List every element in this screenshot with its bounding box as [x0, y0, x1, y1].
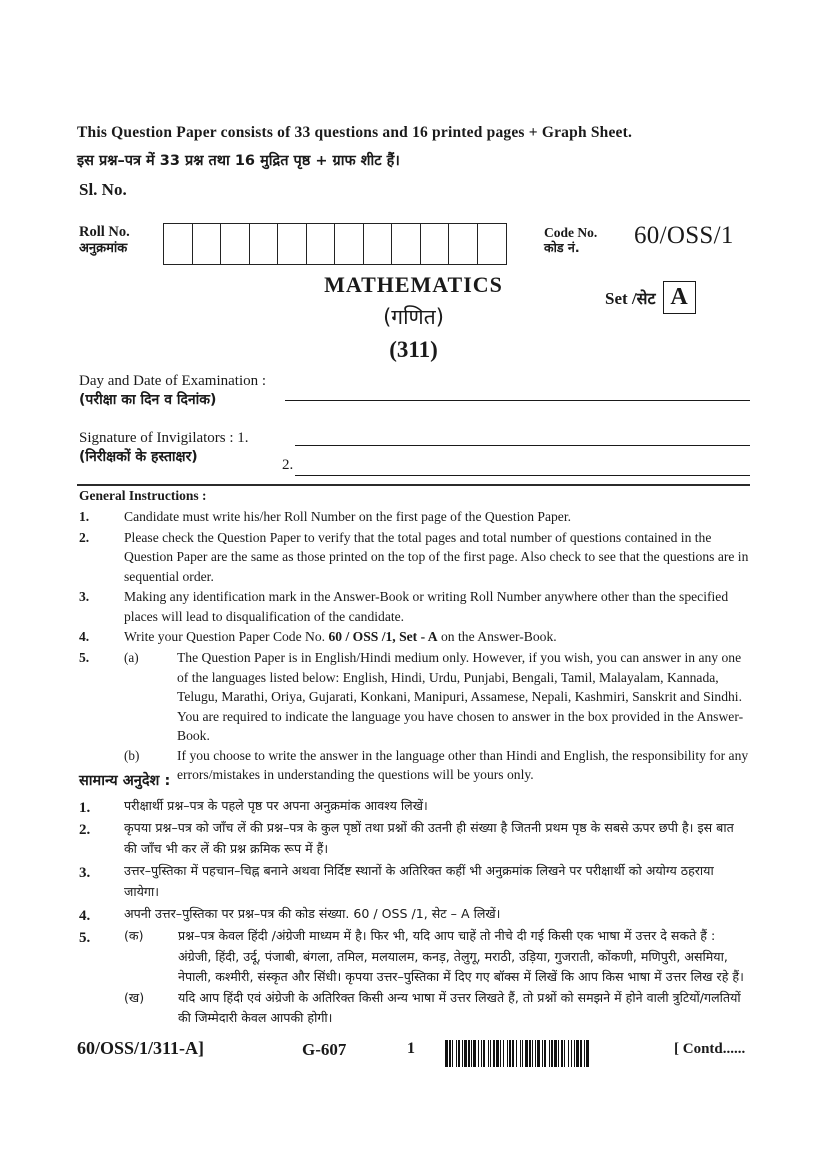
roll-number-cell-10[interactable] — [421, 224, 450, 264]
hindi-instruction-item — [79, 926, 750, 1028]
instruction-number: 2. — [79, 529, 90, 545]
instruction-text: Please check the Question Paper to verify that the total pages and total number of questions contained in the Question Paper are the same as those printed on the top of the first page. Also check to see that the questions are in sequential order. — [124, 529, 749, 584]
hindi-instruction-subitem — [124, 988, 750, 1029]
general-instructions-heading: General Instructions : — [79, 488, 207, 503]
general-instructions-list — [79, 507, 750, 786]
code-number-label-hindi: कोड नं. — [544, 239, 580, 255]
hindi-instruction-item — [79, 904, 750, 924]
hindi-instruction-subitem — [124, 926, 750, 987]
instruction-number: 1. — [79, 509, 90, 524]
page-count-statement-english: This Question Paper consists of 33 questions and 16 printed pages + Graph Sheet. — [77, 124, 633, 141]
instruction-text: प्रश्न–पत्र केवल हिंदी /अंग्रेजी माध्यम में है। फिर भी, यदि आप चाहें तो नीचे दी गई किसी एक भाषा में उत्तर दे सकते हैं : अंग्रेजी, हिंदी, उर्दू, पंजाबी, बंगला, तमिल, मलयालम, कनड़, तेलुगू, मराठी, उड़िया, गुजराती, कोंकणी, मणिपुरी, असमिया, नेपाली, कश्मीरी, संस्कृत और सिंधी। कृपया उत्तर–पुस्तिका में दिए गए बॉक्स में लिखें कि आप किस भाषा में उत्तर लिख रहे हैं। — [178, 928, 744, 985]
barcode — [445, 1040, 655, 1067]
instruction-text: Write your Question Paper Code No. — [124, 629, 329, 645]
instruction-text: यदि आप हिंदी एवं अंग्रेजी के अतिरिक्त किसी अन्य भाषा में उत्तर लिखते हैं, तो प्रश्नों को समझने में होने वाली त्रुटियों/गलतियों की जिम्मेदारी केवल आपकी होगी। — [178, 989, 741, 1025]
set-value-box: A — [663, 281, 696, 314]
instruction-text: The Question Paper is in English/Hindi medium only. However, if you wish, you can answer in any one of the languages listed below: English, Hindi, Urdu, Punjabi, Bengali, Tamil, Malayalam, Kannada, Telugu, Marathi, Oriya, Gujarati, Konkani, Manipuri, Assamese, Nepali, Kashmiri, Sanskrit and Sindhi. You are required to indicate the language you have chosen to answer in the box provided in the Answer-Book. — [177, 649, 744, 744]
invigilator-signature-line-2[interactable] — [295, 475, 750, 476]
instruction-number: 5. — [79, 930, 91, 947]
instruction-sub-label: (ख) — [124, 989, 145, 1005]
instruction-sub-label: (b) — [124, 747, 140, 763]
exam-date-field-label — [79, 371, 266, 410]
roll-number-cell-11[interactable] — [449, 224, 478, 264]
roll-number-cell-5[interactable] — [278, 224, 307, 264]
roll-number-cell-7[interactable] — [335, 224, 364, 264]
instruction-text-tail: on the Answer-Book. — [437, 629, 557, 645]
instructions-divider — [77, 484, 750, 486]
instruction-number: 3. — [79, 589, 90, 605]
subject-title-hindi: (गणित) — [383, 305, 444, 329]
instruction-text: Candidate must write his/her Roll Number on the first page of the Question Paper. — [124, 509, 571, 524]
instruction-text: अपनी उत्तर–पुस्तिका पर प्रश्न–पत्र की कोड संख्या. 60 / OSS /1, सेट – A लिखें। — [124, 905, 501, 921]
instruction-number: 1. — [79, 800, 91, 816]
exam-cover-page — [77, 0, 750, 1169]
roll-number-cell-12[interactable] — [478, 224, 507, 264]
roll-number-input-grid[interactable] — [163, 223, 507, 265]
hindi-instruction-item — [79, 861, 750, 902]
footer-paper-code: 60/OSS/1/311-A] — [77, 1038, 205, 1058]
roll-number-cell-8[interactable] — [364, 224, 393, 264]
general-instruction-item — [79, 627, 750, 647]
page-count-statement-hindi: इस प्रश्न–पत्र में 33 प्रश्न तथा 16 मुद्रित पृष्ठ + ग्राफ शीट हैं। — [77, 153, 400, 169]
invigilator-signature-line-1[interactable] — [295, 445, 750, 446]
instruction-number: 4. — [79, 629, 90, 645]
footer-page-number: 1 — [407, 1040, 415, 1057]
invigilator-signature-label-english: Signature of Invigilators : 1. — [79, 430, 249, 446]
set-indicator — [605, 281, 696, 314]
instruction-sub-label: (क) — [124, 928, 144, 944]
instruction-text: Making any identification mark in the Answer-Book or writing Roll Number anywhere other than the specified places will lead to disqualification of the candidate. — [124, 589, 729, 624]
instruction-number: 2. — [79, 822, 91, 839]
serial-number-label: Sl. No. — [79, 180, 127, 199]
roll-number-cell-4[interactable] — [250, 224, 279, 264]
roll-number-cell-2[interactable] — [193, 224, 222, 264]
general-instruction-item — [79, 648, 750, 785]
set-label: Set /सेट — [605, 288, 656, 308]
instruction-text: If you choose to write the answer in the language other than Hindi and English, the responsibility for any errors/mistakes in understanding the questions will be yours only. — [177, 747, 749, 783]
exam-date-label-hindi: (परीक्षा का दिन व दिनांक) — [79, 392, 217, 409]
footer-continued-marker: [ Contd...... — [674, 1041, 746, 1057]
code-number-label-english: Code No. — [544, 225, 598, 240]
roll-number-cell-3[interactable] — [221, 224, 250, 264]
instruction-number: 4. — [79, 907, 91, 924]
hindi-instruction-item — [79, 796, 750, 816]
instruction-paper-code-emphasis: 60 / OSS /1, Set - A — [328, 629, 438, 645]
instruction-text: कृपया प्रश्न–पत्र को जाँच लें की प्रश्न–पत्र के कुल पृष्ठों तथा प्रश्नों की उतनी ही संख्या है जितनी प्रथम पृष्ठ के सबसे ऊपर छपी है। इस बात की जाँच भी कर लें की प्रश्न क्रमिक रूप में हैं। — [124, 820, 734, 856]
instruction-number: 5. — [79, 649, 90, 665]
code-number-value: 60/OSS/1 — [634, 222, 734, 249]
invigilator-signature-number-2: 2. — [282, 457, 294, 473]
roll-number-cell-6[interactable] — [307, 224, 336, 264]
roll-number-label-english: Roll No. — [79, 224, 130, 240]
roll-number-cell-1[interactable] — [164, 224, 193, 264]
instruction-text: उत्तर–पुस्तिका में पहचान–चिह्न बनाने अथवा निर्दिष्ट स्थानों के अतिरिक्त कहीं भी अनुक्रमांक लिखने पर परीक्षार्थी को अयोग्य ठहराया जायेगा। — [124, 863, 714, 899]
general-instruction-subitem — [124, 648, 750, 746]
instruction-sub-label: (a) — [124, 649, 139, 665]
roll-number-label — [79, 224, 130, 256]
code-number-label — [544, 225, 597, 255]
footer-g-number: G-607 — [302, 1040, 347, 1059]
exam-date-write-line[interactable] — [285, 400, 750, 401]
exam-date-label-english: Day and Date of Examination : — [79, 373, 267, 389]
hindi-instructions-heading: सामान्य अनुदेश : — [79, 773, 171, 789]
paper-code-title: (311) — [389, 337, 438, 362]
general-instruction-item — [79, 528, 750, 587]
invigilator-signature-field-label — [79, 428, 249, 467]
roll-number-cell-9[interactable] — [392, 224, 421, 264]
instruction-text: परीक्षार्थी प्रश्न–पत्र के पहले पृष्ठ पर अपना अनुक्रमांक आवश्य लिखें। — [124, 798, 428, 813]
general-instruction-item — [79, 507, 750, 527]
general-instruction-subitem — [124, 746, 750, 785]
invigilator-signature-label-hindi: (निरीक्षकों के हस्ताक्षर) — [79, 449, 198, 466]
set-label-hindi: सेट — [636, 288, 656, 308]
subject-title-english: MATHEMATICS — [324, 272, 503, 297]
general-instruction-item — [79, 587, 750, 626]
instruction-number: 3. — [79, 865, 91, 882]
hindi-instructions-list — [79, 796, 750, 1030]
barcode-bar — [589, 1040, 590, 1067]
hindi-instruction-item — [79, 818, 750, 859]
roll-number-label-hindi: अनुक्रमांक — [79, 241, 128, 257]
